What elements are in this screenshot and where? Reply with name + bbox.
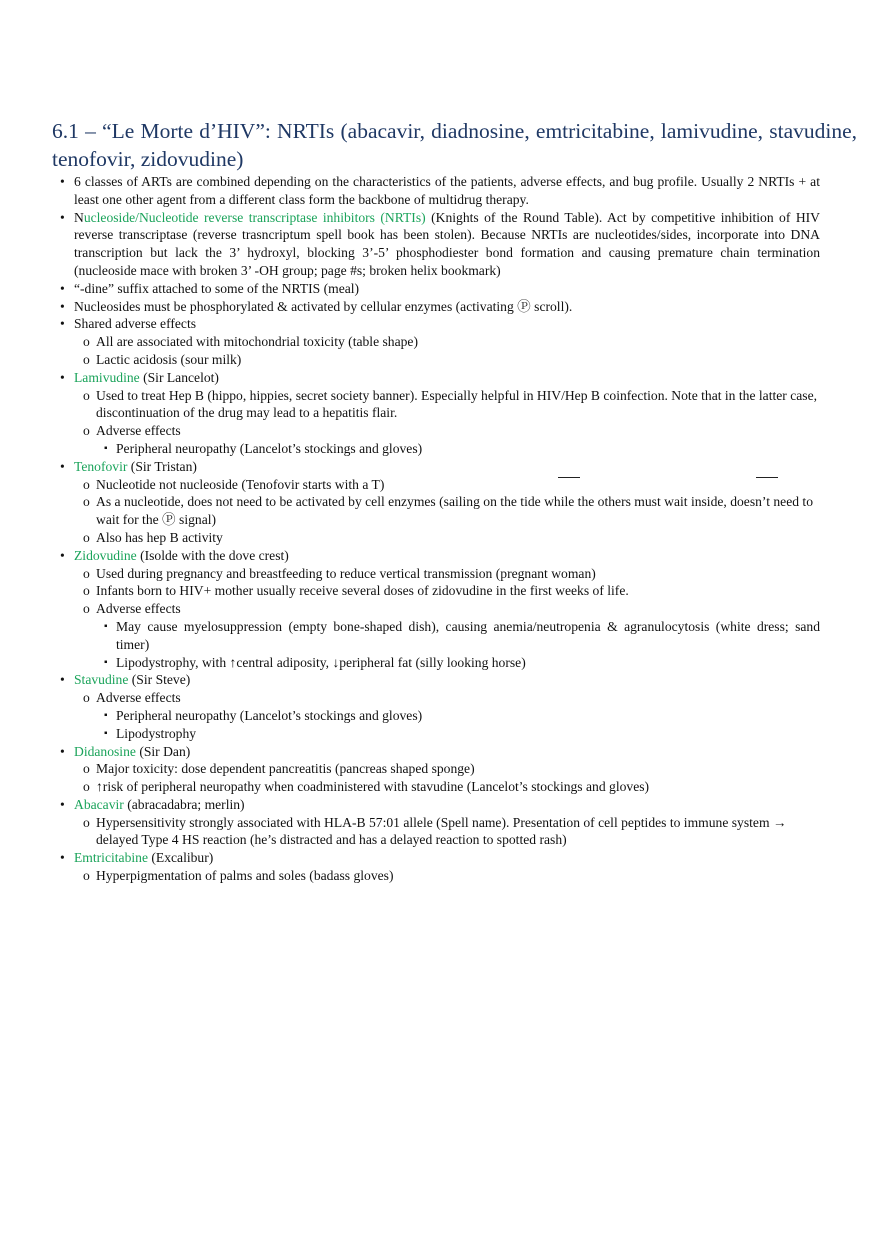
subsub-item — [60, 725, 820, 743]
drug-name: Abacavir — [74, 796, 124, 812]
sub-marker: o — [83, 583, 90, 599]
subsub-item — [60, 707, 820, 725]
subsub-text: May cause myelosuppression (empty bone-shaped dish), causing anemia/neutropenia & agranulocytosis (white dress; sand timer) — [116, 618, 820, 652]
drug-alias: (Sir Dan) — [135, 743, 191, 759]
sub-text: All are associated with mitochondrial toxicity (table shape) — [96, 334, 418, 350]
sub-marker: o — [83, 423, 90, 439]
subsub-text: Peripheral neuropathy (Lancelot’s stockings and gloves) — [116, 707, 423, 723]
sub-marker: o — [83, 761, 90, 777]
drug-name: Tenofovir — [74, 458, 128, 474]
sub-text: Hyperpigmentation of palms and soles (badass gloves) — [96, 868, 394, 884]
sub-item — [60, 476, 820, 494]
drug-emtricitabine — [60, 849, 820, 867]
square-bullet-icon: ▪ — [104, 656, 108, 668]
sub-marker: o — [83, 494, 90, 510]
subsub-text: Peripheral neuropathy (Lancelot’s stockings and gloves) — [116, 440, 423, 456]
sub-text: Nucleotide not nucleoside (Tenofovir starts with a T) — [96, 476, 385, 492]
sub-marker: o — [83, 868, 90, 884]
sub-marker: o — [83, 814, 90, 830]
sub-item — [60, 333, 820, 351]
sub-item — [60, 778, 820, 796]
drug-alias: (Isolde with the dove crest) — [136, 547, 289, 563]
bullet-shared-adverse: • Shared adverse effects — [60, 315, 820, 333]
sub-item — [60, 422, 820, 440]
subsub-item — [60, 440, 820, 458]
sub-item — [60, 760, 820, 778]
drug-alias: (Excalibur) — [147, 850, 214, 866]
subsub-text: Lipodystrophy — [116, 725, 197, 741]
section-heading: 6.1 – “Le Morte d’HIV”: NRTIs (abacavir, diadnosine, emtricitabine, lamivudine, stavudine, tenofovir, zidovudine) — [52, 119, 857, 171]
nrti-description: (Knights of the Round Table). Act by competitive inhibition of HIV reverse transcriptase (reverse trasncriptum spell book has been stolen). Because NRTIs are nucleotides/sides, incorporate into DNA transcription but lack the 3’ hydroxyl, blocking 3’-5’ phosphodiester bond formation and causing premature chain termination (nucleoside mace with broken 3’ -OH group; page #s; broken helix bookmark) — [74, 209, 820, 278]
drug-alias: (abracadabra; merlin) — [123, 796, 245, 812]
drug-name: Lamivudine — [74, 369, 140, 385]
drug-alias: (Sir Tristan) — [127, 458, 197, 474]
sub-text: Hypersensitivity strongly associated with HLA-B 57:01 allele (Spell name). Presentation of cell peptides to immune system → delayed Type 4 HS reaction (he’s distracted and has a delayed reaction to spotted rash) — [96, 814, 787, 848]
sub-text: ↑risk of peripheral neuropathy when coadministered with stavudine (Lancelot’s stockings and gloves) — [96, 779, 650, 795]
nrti-term: ucleoside/Nucleotide reverse transcriptase inhibitors (NRTIs) — [83, 209, 426, 225]
sub-item — [60, 351, 820, 369]
sub-marker: o — [83, 387, 90, 403]
drug-alias: (Sir Lancelot) — [139, 369, 219, 385]
sub-text: Major toxicity: dose dependent pancreatitis (pancreas shaped sponge) — [96, 761, 475, 777]
sub-marker: o — [83, 476, 90, 492]
square-bullet-icon: ▪ — [104, 727, 108, 739]
sub-item — [60, 387, 820, 423]
square-bullet-icon: ▪ — [104, 620, 108, 632]
sub-item — [60, 867, 820, 885]
drug-name: Zidovudine — [74, 547, 137, 563]
sub-text: As a nucleotide, does not need to be activated by cell enzymes (sailing on the tide while the others must wait inside, doesn’t need to wait for the Ⓟ signal) — [96, 494, 814, 528]
sub-text: Also has hep B activity — [96, 529, 223, 545]
bullet-dine-suffix: • “-dine” suffix attached to some of the NRTIS (meal) — [60, 280, 820, 298]
sub-text: Adverse effects — [96, 690, 181, 706]
dash-mark — [756, 477, 778, 478]
subsub-item — [60, 654, 820, 672]
drug-didanosine — [60, 743, 820, 761]
sub-item — [60, 582, 820, 600]
sub-text: Lactic acidosis (sour milk) — [96, 351, 242, 367]
nrti-initial: N — [74, 209, 84, 225]
drug-lamivudine — [60, 369, 820, 387]
drug-stavudine — [60, 671, 820, 689]
sub-marker: o — [83, 565, 90, 581]
sub-marker: o — [83, 334, 90, 350]
sub-item — [60, 814, 820, 850]
drug-abacavir — [60, 796, 820, 814]
sub-marker: o — [83, 529, 90, 545]
sub-item — [60, 689, 820, 707]
subsub-text: Lipodystrophy, with ↑central adiposity, ↓peripheral fat (silly looking horse) — [116, 654, 526, 670]
square-bullet-icon: ▪ — [104, 442, 108, 454]
sub-text: Used to treat Hep B (hippo, hippies, secret society banner). Especially helpful in HIV/Hep B coinfection. Note that in the latter case, discontinuation of the drug may lead to a hepatitis flair. — [96, 387, 817, 421]
sub-marker: o — [83, 690, 90, 706]
bullet-art-classes: • 6 classes of ARTs are combined depending on the characteristics of the patients, adverse effects, and bug profile. Usually 2 NRTIs + at least one other agent from a different class form the backbone of multidrug therapy. — [60, 173, 820, 209]
sub-text: Used during pregnancy and breastfeeding to reduce vertical transmission (pregnant woman) — [96, 565, 596, 581]
sub-marker: o — [83, 779, 90, 795]
bullet-nrti-definition — [60, 209, 820, 280]
sub-item — [60, 565, 820, 583]
drug-tenofovir — [60, 458, 820, 476]
sub-text: Adverse effects — [96, 423, 181, 439]
sub-marker: o — [83, 351, 90, 367]
sub-marker: o — [83, 601, 90, 617]
drug-name: Emtricitabine — [74, 850, 148, 866]
sub-text: Infants born to HIV+ mother usually receive several doses of zidovudine in the first weeks of life. — [96, 583, 629, 599]
sub-text: Adverse effects — [96, 601, 181, 617]
drug-alias: (Sir Steve) — [128, 672, 191, 688]
drug-name: Didanosine — [74, 743, 136, 759]
sub-item — [60, 529, 820, 547]
drug-name: Stavudine — [74, 672, 129, 688]
square-bullet-icon: ▪ — [104, 709, 108, 721]
dash-mark — [558, 477, 580, 478]
document-body — [60, 173, 820, 885]
drug-zidovudine — [60, 547, 820, 565]
bullet-phosphorylation: • Nucleosides must be phosphorylated & activated by cellular enzymes (activating Ⓟ scroll). — [60, 298, 820, 316]
sub-item — [60, 493, 820, 529]
subsub-item — [60, 618, 820, 654]
sub-item — [60, 600, 820, 618]
